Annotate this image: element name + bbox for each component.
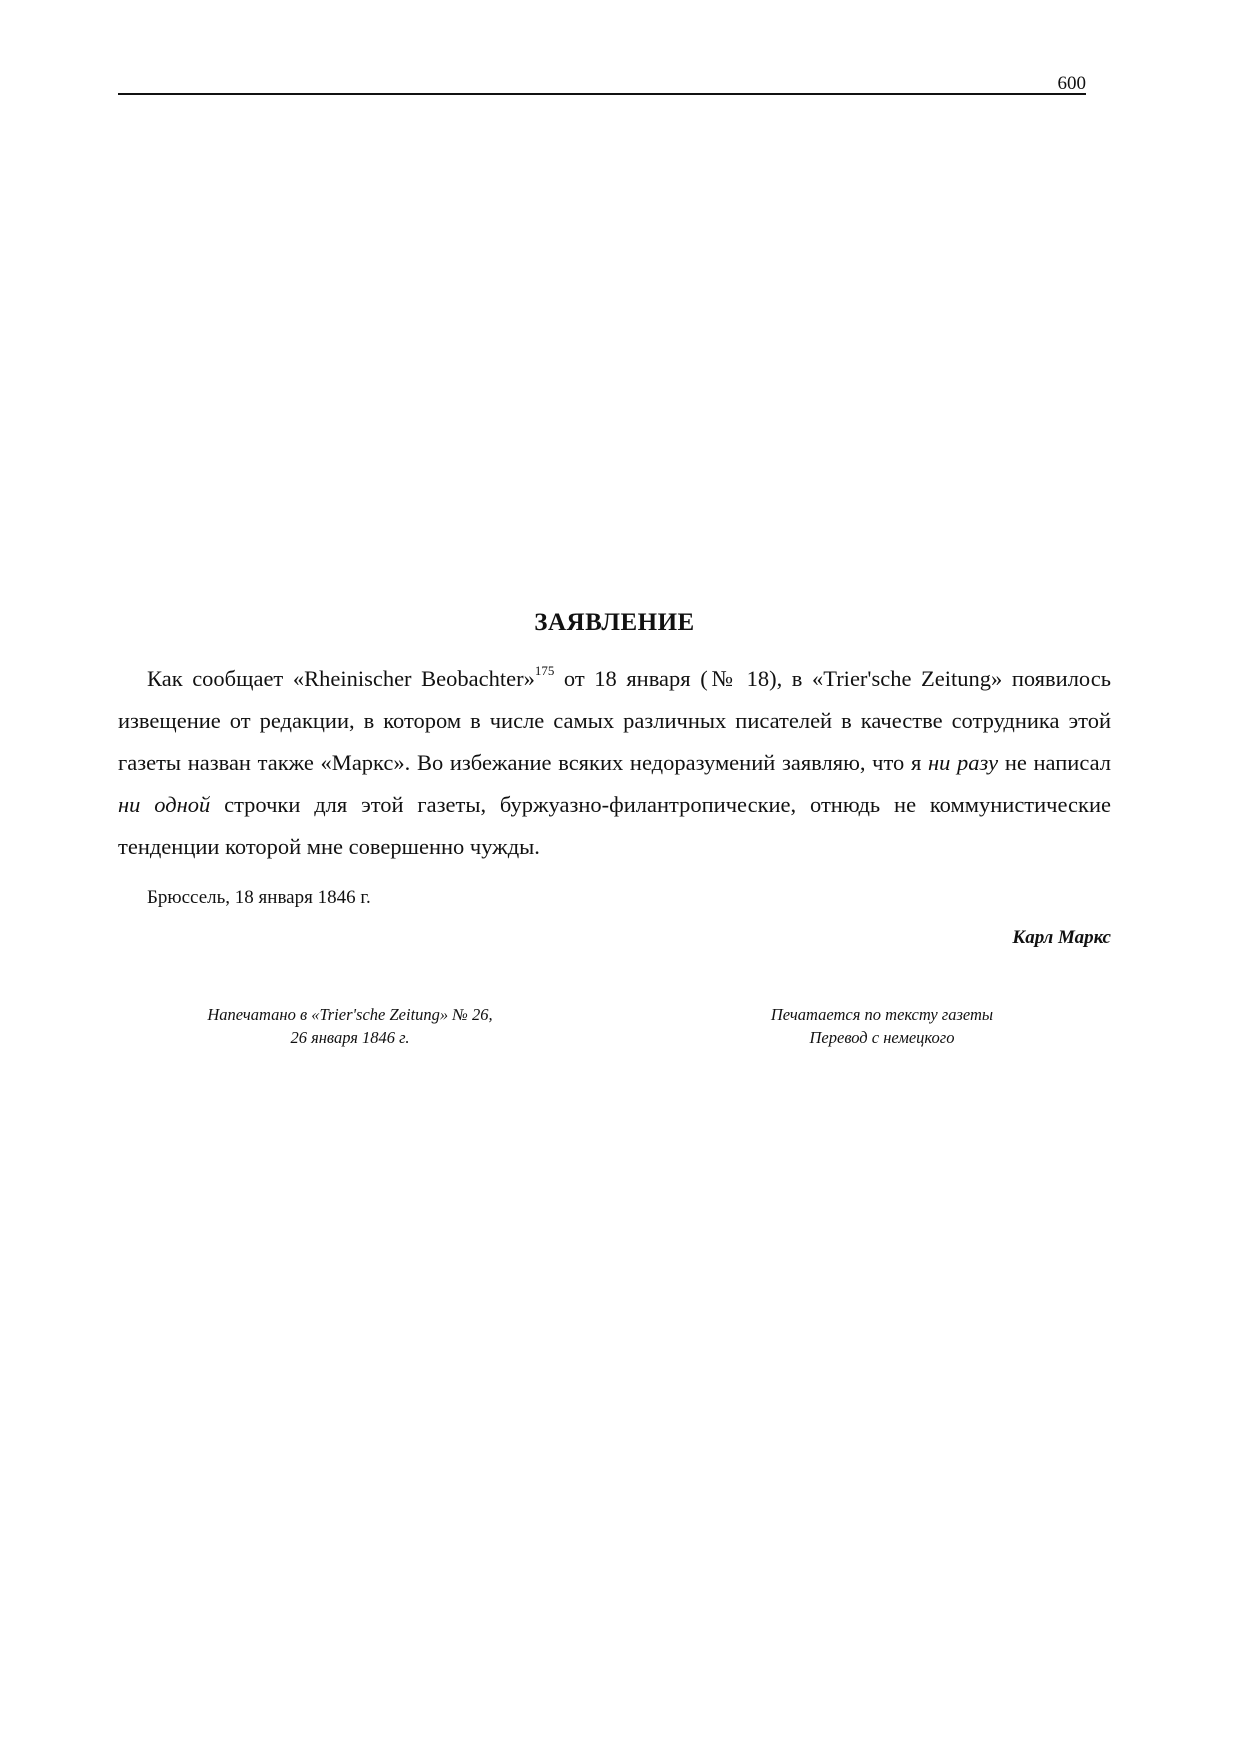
body-text-part-3: не написал: [998, 750, 1111, 775]
emphasis-2: ни одной: [118, 792, 211, 817]
body-text-part-1: Как сообщает «Rheinischer Beobachter»: [147, 666, 535, 691]
article-title: ЗАЯВЛЕНИЕ: [534, 609, 695, 636]
source-note-line-2: Перевод с немецкого: [809, 1028, 955, 1047]
publication-note-line-2: 26 января 1846 г.: [290, 1028, 410, 1047]
emphasis-1: ни разу: [927, 750, 999, 775]
author-signature: Карл Маркс: [1012, 927, 1111, 948]
footnote-reference[interactable]: 175: [534, 663, 555, 678]
place-date: Брюссель, 18 января 1846 г.: [147, 887, 371, 908]
body-text-part-4: строчки для этой газеты, буржуазно-филантропические, отнюдь не коммунистические тенденции которой мне совершенно чужды.: [118, 792, 1111, 859]
article-body: [118, 658, 1111, 868]
page-number: 600: [1057, 73, 1086, 94]
source-note-line-1: Печатается по тексту газеты: [770, 1005, 994, 1024]
publication-note: [160, 1003, 540, 1049]
header-rule: [118, 93, 1086, 95]
source-note: [692, 1003, 1072, 1049]
body-text-part-2: от 18 января (№ 18), в «Trier'sche Zeitung» появилось извещение от редакции, в котором в числе самых различных писателей в качестве сотрудника этой газеты назван также «Маркс». Во избежание всяких недоразумений заявляю, что я: [118, 666, 1111, 775]
publication-note-line-1: Напечатано в «Trier'sche Zeitung» № 26,: [207, 1005, 493, 1024]
